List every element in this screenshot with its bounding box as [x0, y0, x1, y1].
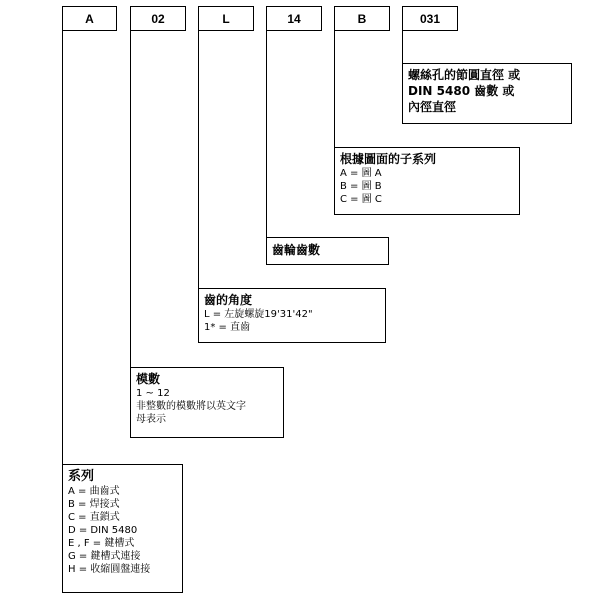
subseries-title: 根據圖面的子系列	[340, 152, 437, 166]
module-box	[130, 367, 284, 438]
teeth-count-box	[266, 237, 389, 265]
connector-bore	[402, 31, 403, 64]
module-range: 1 ~ 12	[136, 388, 170, 399]
bore-line-1: 螺絲孔的節圓直徑 或	[408, 68, 521, 82]
series-line-a: A = 曲齒式	[68, 486, 120, 497]
bore-line-3: 內徑直徑	[408, 100, 457, 114]
code-module: 02	[151, 11, 165, 26]
code-teeth: 14	[287, 11, 301, 26]
subseries-line-c: C = 圖 C	[340, 194, 382, 205]
helix-angle-box	[198, 288, 386, 343]
module-note-2: 母表示	[136, 414, 166, 425]
series-line-h: H = 收縮圓盤連接	[68, 564, 151, 575]
code-box-teeth	[266, 6, 322, 31]
code-bore: 031	[419, 11, 441, 26]
module-title: 模數	[136, 372, 161, 386]
module-note-1: 非整數的模數將以英文字	[136, 401, 246, 412]
series-title: 系列	[68, 469, 95, 484]
series-line-ef: E , F = 鍵槽式	[68, 538, 135, 549]
code-subseries: B	[357, 11, 367, 26]
series-line-d: D = DIN 5480	[68, 525, 138, 536]
code-series: A	[85, 11, 94, 26]
teeth-title: 齒輪齒數	[272, 243, 321, 257]
series-line-c: C = 直鎖式	[68, 512, 120, 523]
connector-series	[62, 31, 63, 465]
connector-helix	[198, 31, 199, 289]
subseries-line-a: A = 圖 A	[340, 168, 382, 179]
series-box	[62, 464, 183, 593]
series-line-b: B = 焊接式	[68, 499, 120, 510]
helix-line-left: L = 左旋螺旋19'31'42"	[204, 309, 313, 320]
code-box-subseries	[334, 6, 390, 31]
subseries-box	[334, 147, 520, 215]
connector-module	[130, 31, 131, 368]
connector-teeth	[266, 31, 267, 238]
code-box-helix	[198, 6, 254, 31]
subseries-line-b: B = 圖 B	[340, 181, 382, 192]
code-box-module	[130, 6, 186, 31]
helix-line-straight: 1* = 直齒	[204, 322, 251, 333]
bore-line-2: DIN 5480 齒數 或	[408, 84, 515, 98]
bore-description-box	[402, 63, 572, 124]
helix-title: 齒的角度	[204, 293, 253, 307]
series-line-g: G = 鍵槽式連接	[68, 551, 141, 562]
code-box-series	[62, 6, 117, 31]
code-box-bore	[402, 6, 458, 31]
connector-subseries	[334, 31, 335, 148]
code-helix: L	[222, 11, 230, 26]
